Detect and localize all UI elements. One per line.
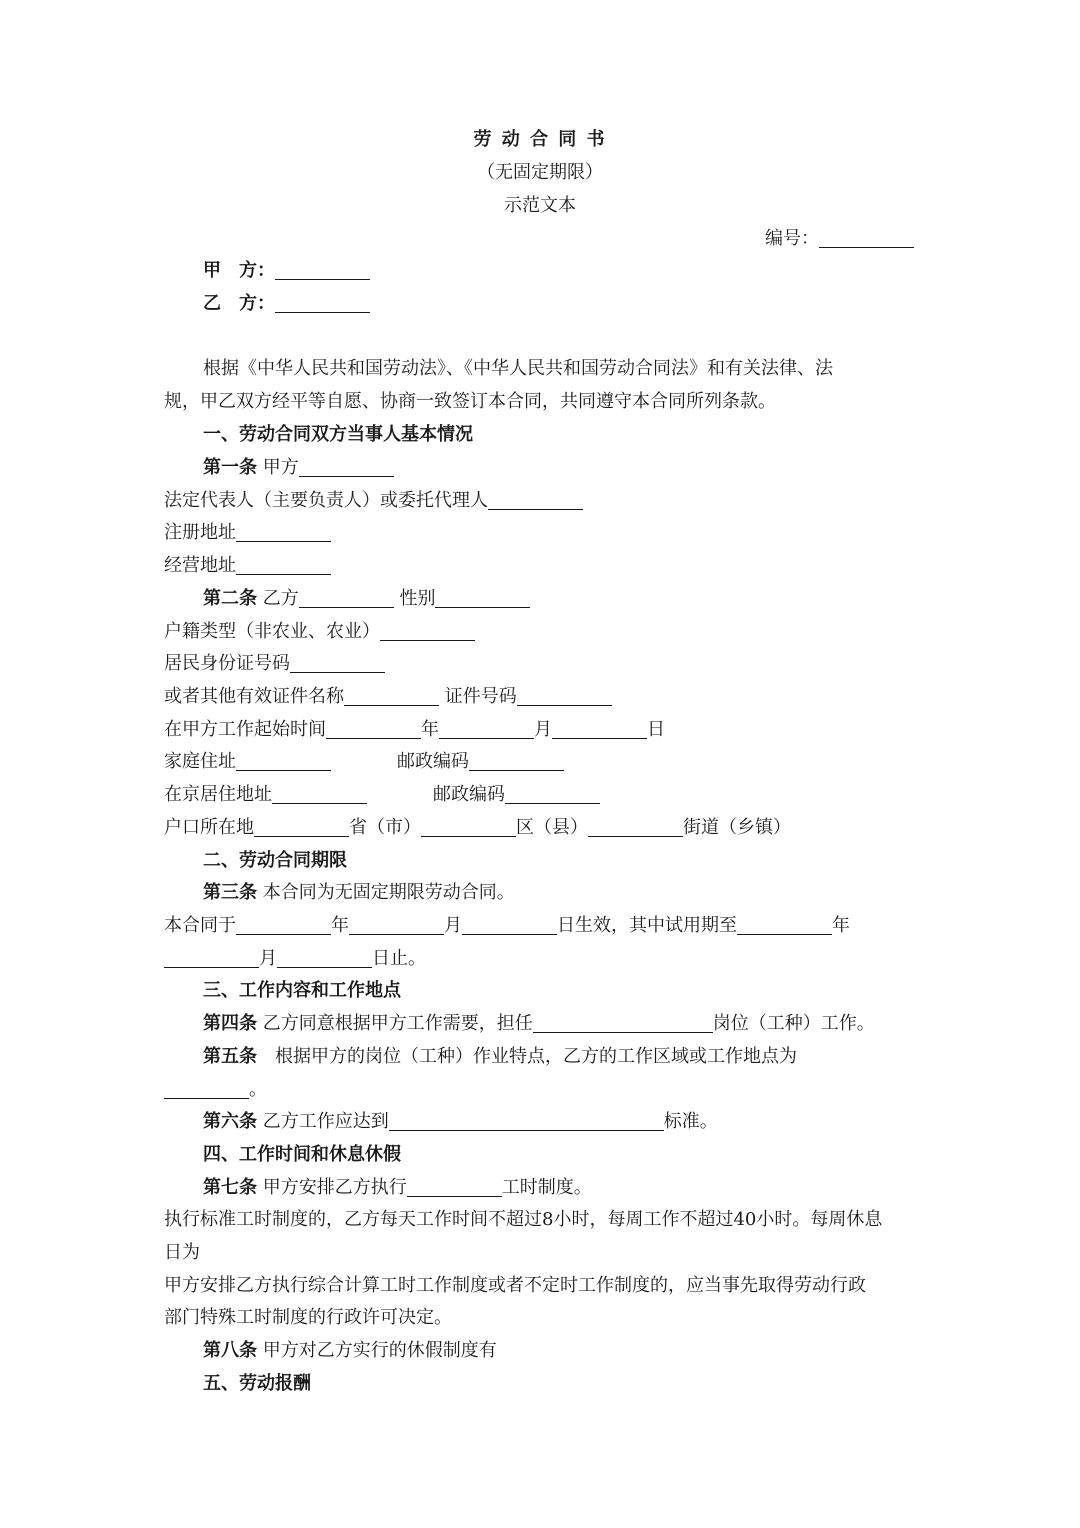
article-2-text: 乙方 (257, 588, 299, 609)
home-addr-row (164, 751, 564, 773)
intro-line-2: 规，甲乙双方经平等自愿、协商一致签订本合同，共同遵守本合同所列条款。 (164, 391, 776, 412)
hukou-location-row (164, 817, 791, 839)
cert-number-label: 证件号码 (444, 686, 517, 707)
home-addr-blank (236, 752, 331, 771)
intro-line-1: 根据《中华人民共和国劳动法》、《中华人民共和国劳动合同法》和有关法律、法 (203, 358, 833, 379)
article-7-tail: 工时制度。 (501, 1177, 592, 1198)
id-number-blank (290, 654, 385, 673)
party-b-blank (275, 294, 370, 313)
hukou-type-row (164, 621, 475, 643)
province-label: 省（市） (349, 817, 421, 838)
party-a-blank (275, 261, 370, 280)
beijing-postcode-label: 邮政编码 (433, 784, 505, 805)
other-id-row (164, 686, 612, 708)
trial-year-blank (737, 916, 832, 935)
article-6-text: 乙方工作应达到 (257, 1111, 389, 1132)
section-3-heading: 三、工作内容和工作地点 (203, 980, 401, 1001)
trial-end-row (164, 948, 426, 970)
document-subtitle: （无固定期限） (477, 162, 603, 183)
article-3-label: 第三条 (203, 882, 257, 903)
hukou-type-blank (380, 622, 475, 641)
start-day-label: 日 (647, 719, 665, 740)
article-5-label: 第五条 (203, 1046, 257, 1067)
work-hour-system-blank (407, 1178, 502, 1197)
article-8-text: 甲方对乙方实行的休假制度有 (257, 1340, 497, 1361)
section-5-heading: 五、劳动报酬 (203, 1373, 311, 1394)
start-day-blank (552, 720, 647, 739)
article-1-text: 甲方 (257, 457, 299, 478)
work-location-row (164, 1079, 267, 1101)
effective-prefix: 本合同于 (164, 915, 236, 936)
eff-month-label: 月 (444, 915, 462, 936)
eff-year-blank (236, 916, 331, 935)
article-4-label: 第四条 (203, 1013, 257, 1034)
biz-addr-label: 经营地址 (164, 555, 236, 576)
party-b-row (203, 293, 370, 315)
home-addr-label: 家庭住址 (164, 751, 236, 772)
party-b-name-blank (299, 589, 394, 608)
eff-day-blank (462, 916, 557, 935)
beijing-addr-label: 在京居住地址 (164, 784, 272, 805)
party-a-row (203, 260, 370, 282)
hukou-type-label: 户籍类型（非农业、农业） (164, 621, 380, 642)
article-7-text: 甲方安排乙方执行 (257, 1177, 407, 1198)
sample-text-label: 示范文本 (504, 195, 576, 216)
biz-addr-row (164, 555, 331, 577)
start-month-label: 月 (534, 719, 552, 740)
article-4 (203, 1013, 875, 1035)
work-location-blank (164, 1080, 249, 1099)
article-4-tail: 岗位（工种）工作。 (712, 1013, 875, 1034)
other-id-blank (344, 687, 439, 706)
beijing-addr-blank (272, 785, 367, 804)
street-label: 街道（乡镇） (683, 817, 791, 838)
number-label: 编号： (765, 228, 819, 249)
section-4-heading: 四、工作时间和休息休假 (203, 1144, 401, 1165)
party-a-name-blank (299, 458, 394, 477)
section-1-heading: 一、劳动合同双方当事人基本情况 (203, 424, 473, 445)
start-time-label: 在甲方工作起始时间 (164, 719, 326, 740)
beijing-addr-row (164, 784, 600, 806)
reg-addr-blank (236, 523, 331, 542)
section-2-heading: 二、劳动合同期限 (203, 850, 347, 871)
home-postcode-blank (469, 752, 564, 771)
district-blank (421, 818, 516, 837)
beijing-postcode-blank (505, 785, 600, 804)
start-time-row (164, 719, 665, 741)
legal-rep-label: 法定代表人（主要负责人）或委托代理人 (164, 490, 488, 511)
number-blank (819, 229, 914, 248)
reg-addr-row (164, 522, 331, 544)
article-2 (203, 588, 530, 610)
article-5-text: 根据甲方的岗位（工种）作业特点，乙方的工作区域或工作地点为 (257, 1046, 797, 1067)
article-8 (203, 1340, 497, 1362)
reg-addr-label: 注册地址 (164, 522, 236, 543)
legal-rep-row (164, 490, 583, 512)
start-year-label: 年 (421, 719, 439, 740)
article-2-label: 第二条 (203, 588, 257, 609)
standard-blank (389, 1112, 664, 1131)
trial-day-label: 日止。 (372, 948, 426, 969)
trial-month-blank (164, 949, 259, 968)
gender-blank (435, 589, 530, 608)
trial-month-label: 月 (259, 948, 277, 969)
article-3 (203, 882, 515, 904)
hukou-location-label: 户口所在地 (164, 817, 254, 838)
article-5-end: 。 (249, 1079, 267, 1100)
gender-label: 性别 (399, 588, 436, 609)
article-6-tail: 标准。 (663, 1111, 718, 1132)
eff-day-label: 日生效，其中试用期至 (557, 915, 737, 936)
article-6 (203, 1111, 718, 1133)
article-1 (203, 457, 394, 479)
document-title: 劳 动 合 同 书 (473, 129, 607, 150)
effective-date-row (164, 915, 850, 937)
start-month-blank (439, 720, 534, 739)
trial-year-label: 年 (832, 915, 850, 936)
id-number-row (164, 653, 385, 675)
biz-addr-blank (236, 556, 331, 575)
start-year-blank (326, 720, 421, 739)
article-4-text: 乙方同意根据甲方工作需要，担任 (257, 1013, 533, 1034)
street-blank (588, 818, 683, 837)
article-7 (203, 1177, 592, 1199)
position-blank (533, 1014, 713, 1033)
id-number-label: 居民身份证号码 (164, 653, 290, 674)
article-5 (203, 1046, 797, 1068)
comprehensive-hours-line-2: 部门特殊工时制度的行政许可决定。 (164, 1307, 452, 1328)
article-6-label: 第六条 (203, 1111, 257, 1132)
party-b-label: 乙 方： (203, 293, 275, 314)
party-a-label: 甲 方： (203, 260, 275, 281)
article-3-text: 本合同为无固定期限劳动合同。 (257, 882, 515, 903)
cert-number-blank (517, 687, 612, 706)
standard-hours-line-2: 日为 (164, 1242, 200, 1263)
article-8-label: 第八条 (203, 1340, 257, 1361)
trial-day-blank (277, 949, 372, 968)
contract-number (765, 228, 914, 250)
other-id-label: 或者其他有效证件名称 (164, 686, 344, 707)
district-label: 区（县） (516, 817, 588, 838)
article-7-label: 第七条 (203, 1177, 257, 1198)
article-1-label: 第一条 (203, 457, 257, 478)
legal-rep-blank (488, 491, 583, 510)
eff-year-label: 年 (331, 915, 349, 936)
standard-hours-line-1: 执行标准工时制度的，乙方每天工作时间不超过8小时，每周工作不超过40小时。每周休息 (164, 1209, 883, 1230)
home-postcode-label: 邮政编码 (397, 751, 469, 772)
province-blank (254, 818, 349, 837)
eff-month-blank (349, 916, 444, 935)
comprehensive-hours-line-1: 甲方安排乙方执行综合计算工时工作制度或者不定时工作制度的，应当事先取得劳动行政 (164, 1275, 866, 1296)
